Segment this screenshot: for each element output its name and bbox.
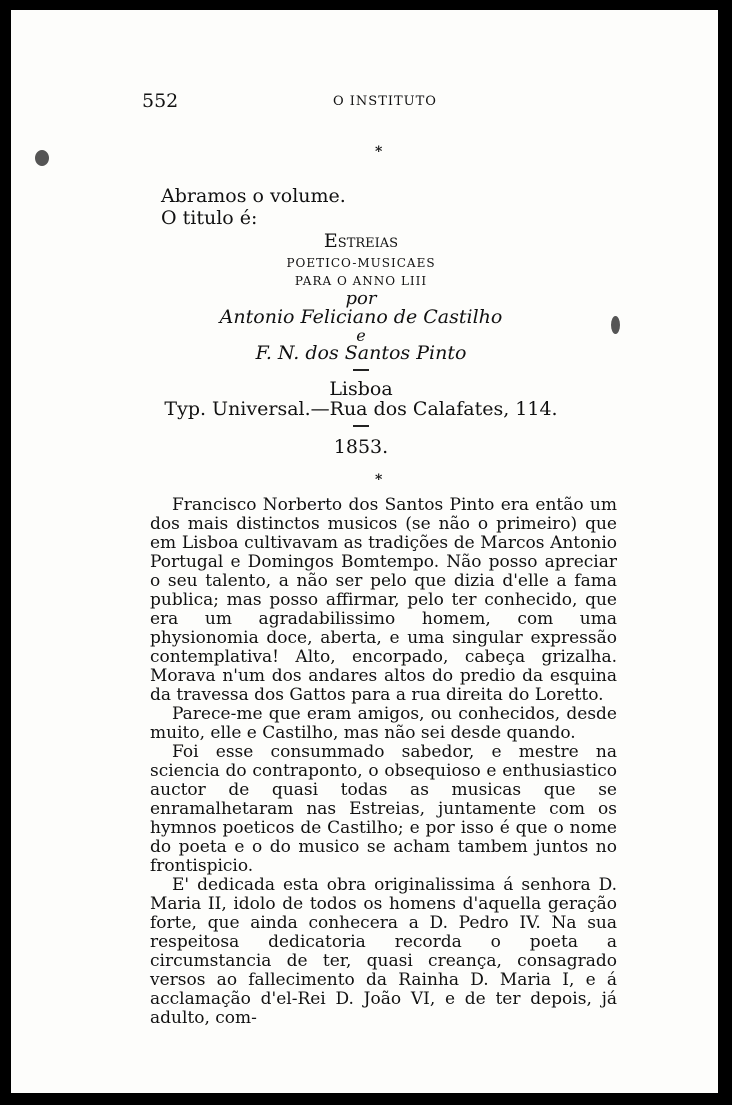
ink-speck	[611, 316, 620, 334]
paragraph-4: E' dedicada esta obra originalissima á senhora D. Maria II, idolo de todos os homens d'aquella geração forte, que ainda conhecera a D. Pedro IV. Na sua respeitosa dedicatoria recorda o poeta a circumstancia de ter, quasi creança, consagrado versos ao fallecimento da Rainha D. Maria I, e á acclamação d'el-Rei D. João VI, e de ter depois, já adulto, com-	[150, 875, 617, 1028]
intro-line-2: O titulo é:	[161, 207, 258, 229]
book-subtitle: POETICO-MUSICAES	[286, 256, 436, 270]
paragraph-1: Francisco Norberto dos Santos Pinto era então um dos mais distinctos musicos (se não o primeiro) que em Lisboa cultivavam as tradições de Marcos Antonio Portugal e Domingos Bomtempo. Não posso apreciar o seu talento, a não ser pelo que dizia d'elle a fama publica; mas posso affirmar, pelo ter conhecido, que era um agradabilissimo homem, com uma physionomia doce, aberta, e uma singular expressão contemplativa! Alto, encorpado, cabeça grizalha. Morava n'um dos andares altos do predio da esquina da travessa dos Gattos para a rua direita do Loretto.	[150, 495, 617, 705]
ink-speck	[35, 150, 49, 166]
city: Lisboa	[329, 378, 393, 400]
author-one: Antonio Feliciano de Castilho	[219, 306, 503, 328]
printer-line: Typ. Universal.—Rua dos Calafates, 114.	[164, 398, 558, 420]
running-title: O INSTITUTO	[333, 94, 437, 109]
rule-2	[353, 425, 369, 427]
publication-year: 1853.	[333, 436, 389, 458]
page-number: 552	[142, 90, 179, 112]
paragraph-3: Foi esse consummado sabedor, e mestre na sciencia do contraponto, o obsequioso e enthusiastico auctor de quasi todas as musicas que se enramalhetaram nas Estreias, juntamente com os hymnos poeticos de Castilho; e por isso é que o nome do poeta e o do musico se acham tambem juntos no frontispicio.	[150, 742, 617, 876]
ornament-asterisk: *	[375, 144, 383, 160]
por-word: por	[345, 288, 377, 309]
intro-line-1: Abramos o volume.	[161, 185, 346, 207]
body-text	[150, 496, 617, 1028]
paragraph-2: Parece-me que eram amigos, ou conhecidos, desde muito, elle e Castilho, mas não sei desde quando.	[150, 704, 617, 743]
rule-1	[353, 369, 369, 371]
book-title: Estreias	[323, 230, 399, 252]
conjunction: e	[356, 326, 366, 345]
ornament-asterisk-2: *	[375, 472, 383, 488]
year-line: PARA O ANNO LIII	[294, 274, 428, 288]
book-page	[11, 10, 718, 1093]
author-two: F. N. dos Santos Pinto	[255, 342, 467, 364]
intro	[161, 185, 346, 229]
